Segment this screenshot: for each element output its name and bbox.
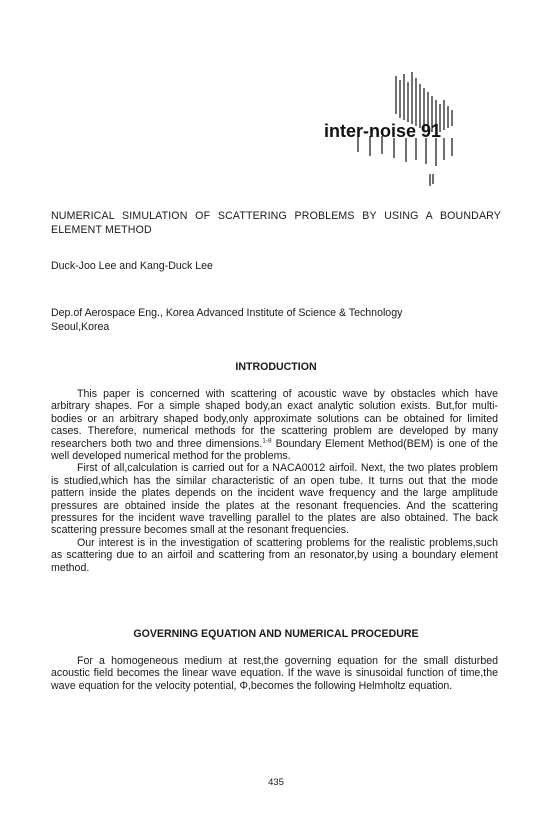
governing-paragraph-1-text: For a homogeneous medium at rest,the governing equation for the small disturbed acoustic field becomes the linear wave equation. If the wave is sinusoidal function of time,the wave equation for the velocity potential,	[51, 655, 498, 692]
paper-title: NUMERICAL SIMULATION OF SCATTERING PROBLEMS BY USING A BOUNDARY ELEMENT METHOD	[51, 210, 501, 236]
page-number: 435	[268, 777, 284, 788]
section-heading-introduction: INTRODUCTION	[235, 361, 317, 373]
author-affiliation	[51, 306, 511, 334]
affiliation-institution: Dep.of Aerospace Eng., Korea Advanced Institute of Science & Technology	[51, 307, 403, 319]
inter-noise-91-logo	[318, 70, 468, 190]
affiliation-location: Seoul,Korea	[51, 321, 110, 333]
velocity-potential-symbol: Φ	[239, 679, 248, 692]
section-heading-governing-equation: GOVERNING EQUATION AND NUMERICAL PROCEDURE	[133, 628, 419, 640]
governing-paragraph-1-tail: ,becomes the following Helmholtz equation.	[247, 679, 453, 692]
paper-authors: Duck-Joo Lee and Kang-Duck Lee	[51, 260, 213, 272]
governing-equation-body	[51, 655, 498, 692]
logo-text: inter-noise 91	[324, 121, 442, 141]
intro-paragraph-1-text: This paper is concerned with scattering of acoustic wave by obstacles which have arbitrary shapes. For a simple shaped body,an exact analytic solution exists. But,for multi-bodies or an arbitrary shaped body,only approximate solutions can be obtained for limited cases. Therefore, numerical methods for the scattering problem are developed by many researchers both two and three dimensions.	[51, 388, 498, 450]
conference-logo-graphic	[318, 70, 468, 190]
intro-paragraph-1	[51, 388, 498, 462]
governing-paragraph-1	[51, 655, 498, 692]
intro-paragraph-2: First of all,calculation is carried out for a NACA0012 airfoil. Next, the two plates problem is studied,which has the similar characteristic of an open tube. It turns out that the mode pattern inside the plates depends on the incident wave frequency and the large amplitude pressures are obtained inside the plates at the resonant frequencies. And the scattering pressures for the incident wave travelling parallel to the plates are also obtained. The back scattering pressure becomes small at the resonant frequencies.	[51, 462, 498, 537]
intro-paragraph-1-tail: Boundary Element Method(BEM) is one of the well developed numerical method for the problems.	[51, 437, 498, 463]
intro-paragraph-3: Our interest is in the investigation of scattering problems for the realistic problems,such as scattering due to an airfoil and scattering from an resonator,by using a boundary element method.	[51, 536, 498, 574]
reference-superscript: 1-8	[262, 437, 272, 445]
introduction-body	[51, 388, 498, 574]
